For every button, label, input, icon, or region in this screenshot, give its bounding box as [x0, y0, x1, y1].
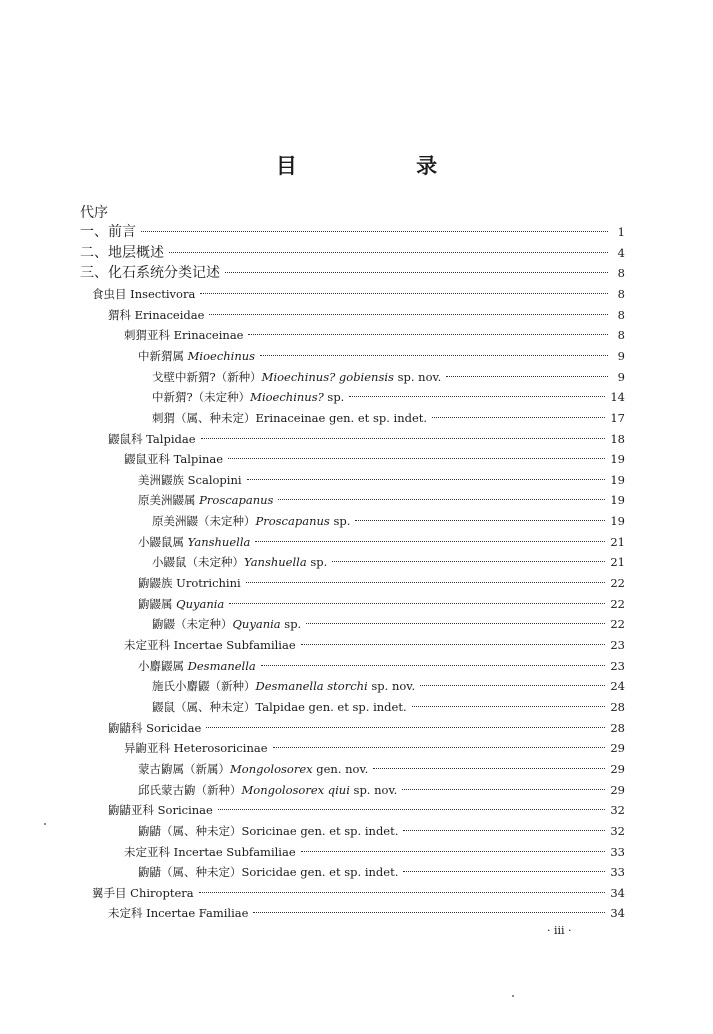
- toc-page-number: 34: [610, 885, 625, 900]
- toc-entry[interactable]: [108, 429, 625, 449]
- dot-leader: [373, 768, 605, 769]
- toc-label-text: 中新猬?（未定种）: [152, 390, 251, 405]
- toc-label-italic: Mioechinus: [187, 348, 256, 363]
- toc-entry[interactable]: [124, 449, 625, 469]
- toc-label-text: sp. nov.: [367, 679, 416, 694]
- dot-leader: [248, 334, 608, 335]
- toc-page-number: 23: [610, 638, 625, 652]
- toc-page-number: 29: [610, 761, 625, 776]
- dot-leader: [432, 417, 605, 418]
- toc-entry-label: [108, 305, 204, 325]
- toc-entry[interactable]: [92, 284, 625, 304]
- toc-label-italic: Yanshuella: [187, 534, 251, 549]
- toc-label-text: 二、地层概述: [80, 244, 164, 261]
- toc-label-italic: Proscapanus: [199, 493, 274, 508]
- toc-page-number: 34: [610, 906, 625, 921]
- dot-leader: [225, 272, 608, 273]
- toc-label-text: sp.: [280, 617, 302, 632]
- dot-leader: [402, 789, 605, 790]
- toc-entry[interactable]: [138, 573, 625, 593]
- toc-entry-label: [92, 284, 195, 304]
- toc-label-text: sp.: [323, 390, 345, 405]
- toc-page-number: 22: [610, 596, 625, 611]
- toc-entry-label: [138, 656, 256, 676]
- dot-leader: [349, 396, 605, 397]
- toc-label-text: 异鼩亚科 Heterosoricinae: [124, 741, 268, 756]
- toc-entry[interactable]: [108, 718, 625, 738]
- toc-label-italic: Mioechinus? gobiensis: [261, 369, 394, 384]
- dot-leader: [169, 252, 608, 253]
- toc-page-number: 19: [610, 514, 625, 529]
- toc-entry-label: [152, 511, 350, 531]
- toc-entry[interactable]: [80, 243, 625, 263]
- dot-leader: [403, 871, 605, 872]
- toc-label-text: 鼩鼱科 Soricidae: [108, 720, 202, 735]
- toc-label-italic: Mioechinus?: [250, 390, 324, 405]
- dot-leader: [403, 830, 605, 831]
- toc-label-text: 食虫目 Insectivora: [92, 286, 196, 301]
- toc-entry[interactable]: [138, 594, 625, 614]
- dot-leader: [446, 376, 608, 377]
- toc-entry[interactable]: [152, 552, 625, 572]
- dot-leader: [229, 603, 605, 604]
- dot-leader: [301, 644, 606, 645]
- dot-leader: [255, 541, 605, 542]
- toc-entry-label: [138, 490, 273, 510]
- print-speck: [44, 823, 46, 825]
- toc-page-number: 8: [617, 266, 625, 281]
- dot-leader: [141, 231, 608, 232]
- toc-label-text: 鼹鼠（属、种未定）Talpidae gen. et sp. indet.: [152, 699, 407, 714]
- dot-leader: [278, 499, 605, 500]
- toc-page-number: 32: [610, 803, 625, 818]
- toc-page-number: 28: [610, 699, 625, 714]
- print-speck: [512, 995, 514, 997]
- toc-entry-label: [108, 800, 213, 820]
- dot-leader: [301, 851, 606, 852]
- toc-entry[interactable]: [138, 780, 625, 800]
- dot-leader: [412, 706, 606, 707]
- dot-leader: [206, 727, 605, 728]
- toc-entry-label: [138, 759, 368, 779]
- toc-label-text: 中新猬属: [138, 348, 188, 363]
- toc-entry[interactable]: [124, 325, 625, 345]
- toc-label-italic: Yanshuella: [244, 555, 307, 570]
- dot-leader: [228, 458, 605, 459]
- toc-entry[interactable]: [80, 222, 625, 242]
- toc-entry-label: [138, 594, 224, 614]
- toc-entry[interactable]: [138, 821, 625, 841]
- toc-entry-label: [124, 738, 268, 758]
- page-title: 目 录: [275, 154, 494, 178]
- dot-leader: [260, 355, 608, 356]
- toc-page-number: 19: [610, 493, 625, 508]
- toc-entry-label: [152, 614, 301, 634]
- toc-label-text: gen. nov.: [312, 761, 369, 776]
- dot-leader: [332, 561, 605, 562]
- toc-entry[interactable]: [138, 490, 625, 510]
- toc-entry-label: [80, 243, 164, 263]
- toc-label-text: 鼹鼠亚科 Talpinae: [124, 452, 224, 467]
- toc-label-italic: Quyania: [232, 617, 281, 632]
- toc-entry[interactable]: [108, 305, 625, 325]
- toc-page-number: 18: [610, 431, 625, 446]
- toc-entry-label: [124, 449, 223, 469]
- toc-label-italic: Proscapanus: [255, 514, 330, 529]
- toc-label-text: 鼩鼱（属、种未定）Soricidae gen. et sp. indet.: [138, 865, 399, 880]
- toc-entry-label: [152, 387, 344, 407]
- toc-page-number: 1: [617, 225, 625, 239]
- toc-label-text: sp. nov.: [393, 369, 442, 384]
- toc-entry-label: [152, 367, 441, 387]
- toc-label-text: 鼩鼹族 Urotrichini: [138, 576, 241, 591]
- toc-label-text: 未定亚科 Incertae Subfamiliae: [124, 844, 296, 859]
- toc-entry-label: [108, 903, 248, 923]
- toc-entry[interactable]: [152, 408, 625, 428]
- toc-entry-label: [138, 821, 398, 841]
- toc-entry[interactable]: [108, 800, 625, 820]
- toc-page-number: 33: [610, 865, 625, 880]
- toc-entry[interactable]: [80, 263, 625, 283]
- toc-label-text: 三、化石系统分类记述: [80, 265, 220, 282]
- preface-entry[interactable]: 代序: [80, 205, 108, 221]
- toc-label-text: sp.: [329, 514, 351, 529]
- toc-label-text: 鼩鼱（属、种未定）Soricinae gen. et sp. indet.: [138, 823, 399, 838]
- dot-leader: [199, 892, 606, 893]
- toc-entry-label: [138, 346, 255, 366]
- toc-entry[interactable]: [92, 883, 625, 903]
- toc-page-number: 19: [610, 452, 625, 467]
- toc-page-number: 23: [610, 658, 625, 673]
- toc-entry-label: [92, 883, 194, 903]
- dot-leader: [420, 685, 605, 686]
- toc-entry[interactable]: [152, 614, 625, 634]
- toc-entry-label: [124, 842, 296, 862]
- toc-entry-label: [152, 408, 427, 428]
- toc-label-text: 原美洲鼹属: [138, 493, 200, 508]
- dot-leader: [261, 665, 606, 666]
- toc-entry[interactable]: [152, 511, 625, 531]
- toc-page-number: 24: [610, 679, 625, 694]
- toc-page-number: 8: [617, 328, 625, 343]
- toc-entry-label: [108, 718, 201, 738]
- toc-entry-label: [80, 222, 136, 242]
- toc-entry-label: [138, 532, 250, 552]
- toc-entry[interactable]: [124, 635, 625, 655]
- toc-entry[interactable]: [108, 903, 625, 923]
- toc-page-number: 8: [617, 286, 625, 301]
- toc-page-number: 9: [617, 348, 625, 363]
- toc-label-text: 小鼹鼠属: [138, 534, 188, 549]
- toc-page-number: 28: [610, 720, 625, 735]
- toc-label-text: 邱氏蒙古鼩（新种）: [138, 782, 242, 797]
- toc-entry[interactable]: [152, 367, 625, 387]
- dot-leader: [253, 912, 605, 913]
- toc-label-text: 鼩鼹（未定种）: [152, 617, 233, 632]
- toc-entry[interactable]: [152, 676, 625, 696]
- dot-leader: [201, 438, 606, 439]
- toc-entry-label: [152, 697, 407, 717]
- toc-label-text: sp. nov.: [349, 782, 398, 797]
- toc-label-text: 美洲鼹族 Scalopini: [138, 472, 242, 487]
- toc-entry[interactable]: [124, 738, 625, 758]
- toc-label-italic: Desmanella: [187, 658, 256, 673]
- toc-entry-label: [152, 552, 327, 572]
- toc-label-text: 一、前言: [80, 224, 136, 240]
- toc-entry-label: [80, 263, 220, 283]
- toc-entry[interactable]: [138, 656, 625, 676]
- toc-entry-label: [138, 780, 397, 800]
- toc-label-text: 原美洲鼹（未定种）: [152, 514, 256, 529]
- toc-label-text: 刺猬（属、种未定）Erinaceinae gen. et sp. indet.: [152, 410, 428, 425]
- toc-page-number: 29: [610, 782, 625, 797]
- toc-entry-label: [108, 429, 196, 449]
- toc-entry[interactable]: [124, 842, 625, 862]
- toc-entry-label: [138, 573, 241, 593]
- toc-page-number: 17: [610, 410, 625, 425]
- toc-page-number: 4: [617, 245, 625, 260]
- toc-label-text: 小鼹鼠（未定种）: [152, 555, 244, 570]
- toc-label-text: 戈壁中新猬?（新种）: [152, 369, 262, 384]
- toc-page-number: 29: [610, 741, 625, 756]
- toc-entry[interactable]: [138, 532, 625, 552]
- toc-entry[interactable]: [138, 759, 625, 779]
- toc-label-italic: Mongolosorex: [230, 761, 313, 776]
- toc-label-text: 猬科 Erinaceidae: [108, 307, 205, 322]
- toc-page-number: 9: [617, 369, 625, 384]
- toc-label-text: 鼩鼱亚科 Soricinae: [108, 803, 213, 818]
- toc-entry-label: [152, 676, 415, 696]
- toc-page-number: 19: [610, 472, 625, 487]
- toc-label-text: 鼩鼹属: [138, 596, 177, 611]
- toc-entry[interactable]: [138, 862, 625, 882]
- dot-leader: [209, 314, 608, 315]
- dot-leader: [247, 479, 606, 480]
- toc-label-italic: Quyania: [176, 596, 225, 611]
- dot-leader: [273, 747, 606, 748]
- toc-label-text: 鼹鼠科 Talpidae: [108, 431, 196, 446]
- toc-entry[interactable]: [138, 470, 625, 490]
- toc-page-number: 22: [610, 576, 625, 591]
- toc-label-text: 施氏小麝鼹（新种）: [152, 679, 256, 694]
- page-folio: · iii ·: [547, 924, 572, 937]
- toc-label-text: 蒙古鼩属（新属）: [138, 761, 230, 776]
- toc-label-italic: Desmanella storchi: [255, 679, 368, 694]
- toc-label-text: 未定亚科 Incertae Subfamiliae: [124, 638, 296, 652]
- toc-entry[interactable]: [138, 346, 625, 366]
- dot-leader: [246, 582, 606, 583]
- toc-entry-label: [138, 470, 242, 490]
- toc-entry-label: [138, 862, 398, 882]
- toc-label-text: sp.: [306, 555, 328, 570]
- toc-page-number: 21: [610, 534, 625, 549]
- toc-label-text: 小麝鼹属: [138, 658, 188, 673]
- toc-entry[interactable]: [152, 387, 625, 407]
- toc-label-text: 翼手目 Chiroptera: [92, 885, 194, 900]
- toc-page-number: 8: [617, 307, 625, 322]
- toc-entry-label: [124, 325, 243, 345]
- toc-page-number: 21: [610, 555, 625, 570]
- dot-leader: [306, 623, 605, 624]
- toc-page-number: 32: [610, 823, 625, 838]
- dot-leader: [218, 809, 606, 810]
- toc-label-text: 未定科 Incertae Familiae: [108, 906, 249, 921]
- toc-entry[interactable]: [152, 697, 625, 717]
- toc-page-number: 14: [610, 390, 625, 405]
- toc-entry-label: [124, 635, 296, 655]
- toc-label-italic: Mongolosorex qiui: [241, 782, 350, 797]
- toc-page-number: 33: [610, 844, 625, 859]
- dot-leader: [355, 520, 605, 521]
- toc-page-number: 22: [610, 617, 625, 632]
- toc-label-text: 刺猬亚科 Erinaceinae: [124, 328, 244, 343]
- dot-leader: [200, 293, 608, 294]
